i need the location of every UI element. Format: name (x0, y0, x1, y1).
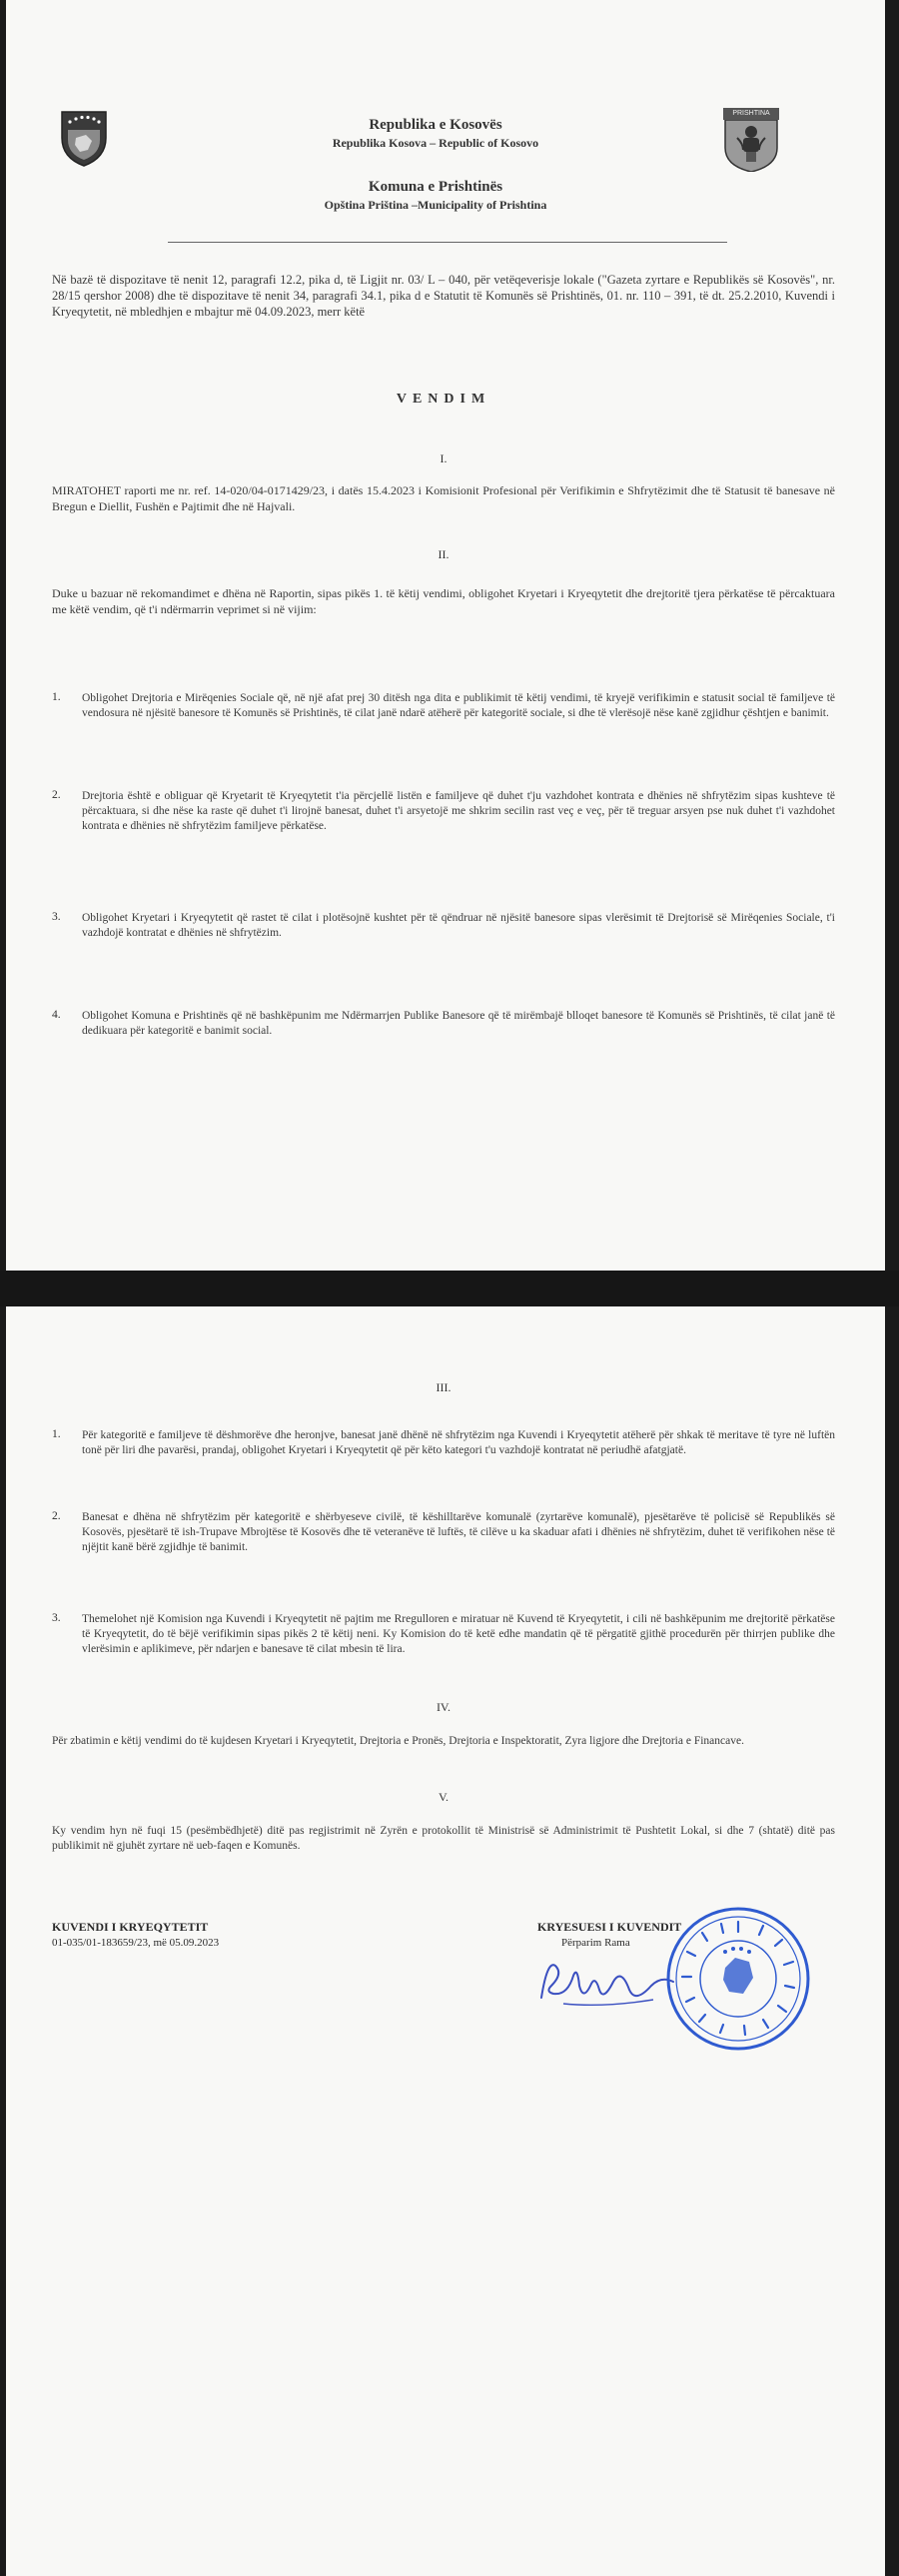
header-country-translations: Republika Kosova – Republic of Kosovo (332, 136, 539, 150)
list-item: Drejtoria është e obliguar që Kryetarit të Kryeqytetit t'ia përcjellë listën e familjeve që duhet t'ju vazhdohet kontrata e dhënies në shfrytëzim sipas kushteve të përcaktuara, si dhe nëse ka raste që duhet t'i lirojnë banesat, duhet t'i arsyetojë me shkrim secilin rast veç e veç, për të treguar arsyen pse nuk duhet t'i vazhdohet kontrata e dhënies në shfrytëzim familjeve përkatëse. (82, 790, 835, 832)
section-3-number: III. (436, 1380, 451, 1394)
item-number: 2. (52, 789, 61, 801)
signature-left-reference: 01-035/01-183659/23, më 05.09.2023 (52, 1937, 220, 1949)
section-2-number: II. (438, 547, 450, 561)
signature-right-title: KRYESUESI I KUVENDIT (537, 1920, 682, 1934)
list-item: Themelohet një Komision nga Kuvendi i Kryeqytetit në pajtim me Rregulloren e miratuar në Kuvend të Kryeqytetit, i cili në bashkëpunim me drejtoritë përkatëse të Kryeqytetit, do të bëjë verifikimin sipas pikës 2 të këtij neni. Ky Komision do të ketë edhe mandatin që të përgatitë gjithë procedurën për thirrjen publike dhe vlerësimin e aplikimeve, për ndarjen e banesave të cilat mbesin të lira. (82, 1613, 835, 1655)
document-page-1 (6, 0, 885, 1271)
section-1-number: I. (440, 451, 448, 465)
prishtina-emblem-label: PRISHTINA (723, 108, 779, 120)
signature-right-name: Përparim Rama (561, 1937, 630, 1949)
signature-left-title: KUVENDI I KRYEQYTETIT (52, 1920, 209, 1934)
header-divider (168, 242, 727, 243)
section-4-number: IV. (436, 1700, 451, 1714)
list-item: Për kategoritë e familjeve të dëshmorëve dhe heronjve, banesat janë dhënë në shfrytëzim nga Kuvendi i Kryeqytetit atëherë për shkak të meritave të tyre në luftën tonë për liri dhe pavarësi, prandaj, obligohet Kryetari i Kryeqytetit që për këto kategori t'u vazhdojë kontratat në periudhë afatgjatë. (82, 1429, 835, 1456)
item-number: 3. (52, 1612, 61, 1624)
prishtina-emblem (723, 108, 779, 172)
document-page-2 (6, 1306, 885, 2576)
item-number: 1. (52, 1428, 61, 1440)
kosovo-emblem-icon (58, 108, 110, 168)
list-item: Obligohet Komuna e Prishtinës që në bashkëpunim me Ndërmarrjen Publike Banesore që të mirëmbajë blloqet banesore të Komunës së Prishtinës, të cilat janë të dedikuara për kategoritë e banimit social. (82, 1010, 835, 1037)
document-title: VENDIM (396, 392, 491, 407)
item-number: 3. (52, 911, 61, 923)
list-item: Banesat e dhëna në shfrytëzim për kategoritë e shërbyeseve civilë, të këshilltarëve komunalë (zyrtarëve komunalë), pjesëtarëve të policisë së Republikës së Kosovës, pjesëtarë të ish-Trupave Mbrojtëse të Kosovës dhe të veteranëve të luftës, të cilëve u ka skaduar afati i dhënies në shfrytëzim, duhet të verifikohen nëse të njëjtit kanë bërë zgjidhje të banimit. (82, 1511, 835, 1553)
header-country: Republika e Kosovës (369, 117, 502, 133)
list-item: Obligohet Drejtoria e Mirëqenies Sociale që, në një afat prej 30 ditësh nga dita e publikimit të këtij vendimi, të kryejë verifikimin e statusit social të familjeve të vendosura në njësitë banesore të Komunës së Prishtinës, të cilat janë ndarë atëherë për kategoritë sociale, si dhe të vlerësojë nëse kanë zgjidhur çështjen e banimit. (82, 692, 835, 719)
item-number: 4. (52, 1009, 61, 1021)
section-1-text: MIRATOHET raporti me nr. ref. 14-020/04-0171429/23, i datës 15.4.2023 i Komisionit Profesional për Verifikimin e Shfrytëzimit dhe të Statusit të banesave në Bregun e Diellit, Fushën e Pajtimit dhe në Hajvali. (52, 483, 835, 513)
prishtina-figure-icon (723, 120, 779, 172)
section-4-text: Për zbatimin e këtij vendimi do të kujdesen Kryetari i Kryeqytetit, Drejtoria e Pronës, Drejtoria e Inspektoratit, Zyra ligjore dhe Drejtoria e Financave. (52, 1735, 744, 1747)
official-stamp (665, 1906, 811, 2052)
section-5-number: V. (438, 1790, 450, 1804)
list-item: Obligohet Kryetari i Kryeqytetit që rastet të cilat i plotësojnë kushtet për të qëndruar në njësitë banesore sipas vlerësimit të Drejtorisë së Mirëqenies Sociale, t'i vazhdojë kontratat e dhënies në shfrytëzim. (82, 912, 835, 939)
page-separator (0, 1271, 899, 1306)
item-number: 1. (52, 691, 61, 703)
intro-paragraph: Në bazë të dispozitave të nenit 12, paragrafi 12.2, pika d, të Ligjit nr. 03/ L – 040, për vetëqeverisje lokale ("Gazeta zyrtare e Republikës së Kosovës", nr. 28/15 qershor 2008) dhe të dispozitave të nenit 34, paragrafi 34.1, pika d e Statutit të Komunës së Prishtinës, 01. nr. 110 – 391, të dt. 25.2.2010, Kuvendi i Kryeqytetit, në mbledhjen e mbajtur më 04.09.2023, merr këtë (52, 273, 835, 319)
item-number: 2. (52, 1510, 61, 1522)
section-2-text: Duke u bazuar në rekomandimet e dhëna në Raportin, sipas pikës 1. të këtij vendimi, obligohet Kryetari i Kryeqytetit dhe drejtoritë tjera përkatëse të përcaktuara me këtë vendim, që t'i ndërmarrin veprimet si në vijim: (52, 586, 835, 616)
header-municipality-translations: Opština Priština –Municipality of Prishtina (324, 198, 547, 212)
header-municipality: Komuna e Prishtinës (368, 179, 503, 195)
section-5-text: Ky vendim hyn në fuqi 15 (pesëmbëdhjetë) ditë pas regjistrimit në Zyrën e protokollit të Ministrisë së Administrimit të Pushtetit Lokal, si dhe 7 (shtatë) ditë pas publikimit në gjuhët zyrtare në ueb-faqen e Komunës. (52, 1825, 835, 1852)
